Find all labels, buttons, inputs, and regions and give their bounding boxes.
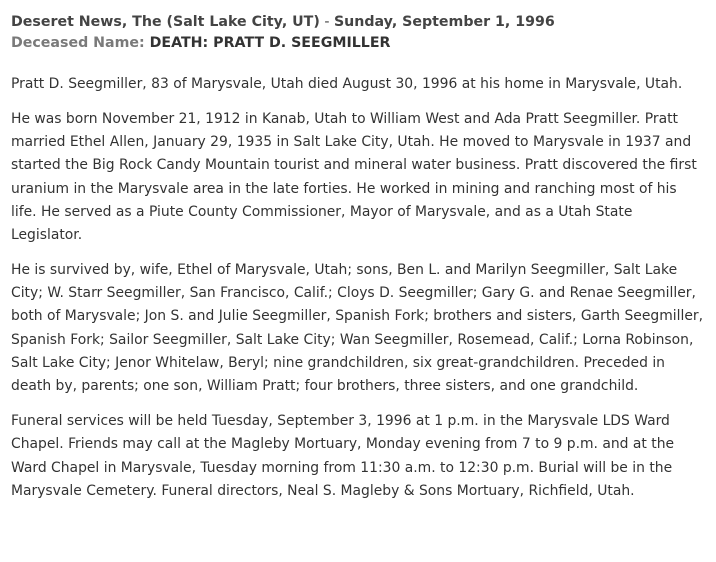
paragraph-biography: He was born November 21, 1912 in Kanab, Utah to William West and Ada Pratt Seegmiller. Pratt married Ethel Allen, January 29, 1935 in Salt Lake City, Utah. He moved to Marysvale in 1937 and started the Big Rock Candy Mountain tourist and mineral water business. Pratt discovered the first uranium in the Marysvale area in the late forties. He worked in mining and ranching most of his life. He served as a Piute County Commissioner, Mayor of Marysvale, and as a Utah State Legislator. bbox=[11, 110, 697, 244]
publication-name: Deseret News, The (Salt Lake City, UT) bbox=[11, 14, 320, 30]
source-separator: - bbox=[319, 14, 334, 30]
paragraph-funeral-services: Funeral services will be held Tuesday, September 3, 1996 at 1 p.m. in the Marysvale LDS Ward Chapel. Friends may call at the Magleby Mortuary, Monday evening from 7 to 9 p.m. and at the Ward Chapel in Marysvale, Tuesday morning from 11:30 a.m. to 12:30 p.m. Burial will be in the Marysvale Cemetery. Funeral directors, Neal S. Magleby & Sons Mortuary, Richfield, Utah. bbox=[11, 413, 675, 499]
deceased-line bbox=[11, 33, 706, 54]
deceased-name: DEATH: PRATT D. SEEGMILLER bbox=[149, 35, 391, 51]
publication-date: Sunday, September 1, 1996 bbox=[333, 14, 555, 30]
paragraph-death-notice: Pratt D. Seegmiller, 83 of Marysvale, Utah died August 30, 1996 at his home in Marysvale, Utah. bbox=[11, 76, 683, 92]
obituary-body bbox=[11, 73, 706, 503]
source-line bbox=[11, 12, 706, 33]
deceased-label: Deceased Name: bbox=[11, 35, 145, 51]
paragraph-survivors: He is survived by, wife, Ethel of Marysvale, Utah; sons, Ben L. and Marilyn Seegmiller, Salt Lake City; W. Starr Seegmiller, San Francisco, Calif.; Cloys D. Seegmiller; Gary G. and Renae Seegmiller, both of Marysvale; Jon S. and Julie Seegmiller, Spanish Fork; brothers and sisters, Garth Seegmiller, Spanish Fork; Sailor Seegmiller, Salt Lake City; Wan Seegmiller, Rosemead, Calif.; Lorna Robinson, Salt Lake City; Jenor Whitelaw, Beryl; nine grandchildren, six great-grandchildren. Preceded in death by, parents; one son, William Pratt; four brothers, three sisters, and one grandchild. bbox=[11, 261, 704, 395]
